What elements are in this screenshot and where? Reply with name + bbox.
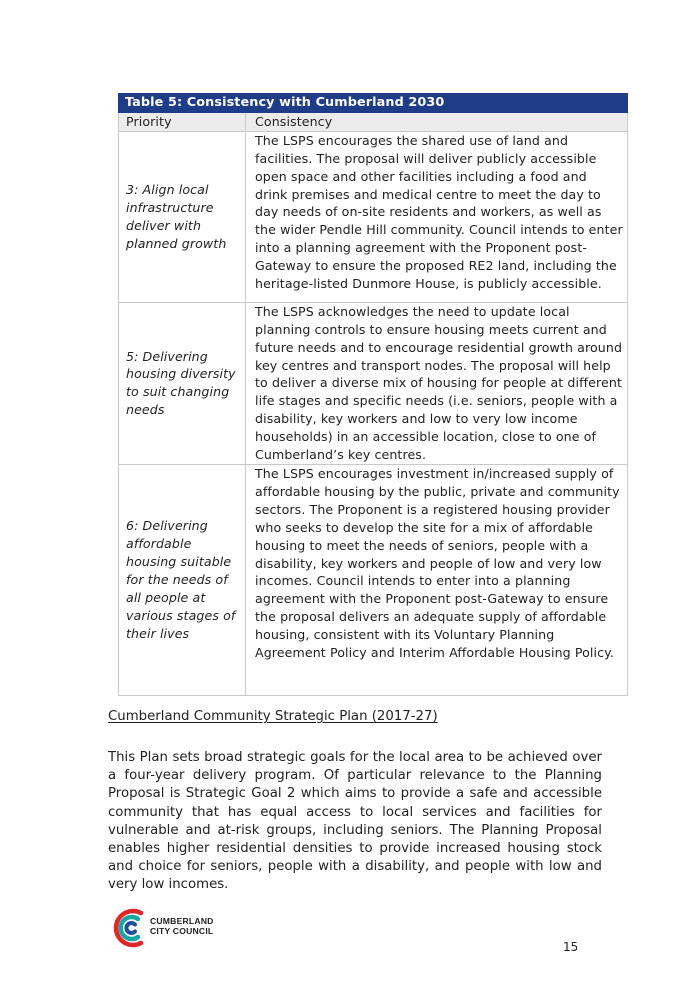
section-heading: Cumberland Community Strategic Plan (2017-27): [108, 709, 438, 724]
consistency-cell: The LSPS encourages investment in/increased supply of affordable housing by the public, private and community sectors. The Proponent is a registered housing provider who seeks to develop the site for a mix of affordable housing to meet the needs of seniors, people with a disability, key workers and people of low and very low incomes. Council intends to enter into a planning agreement with the Proponent post-Gateway to ensure the proposal delivers an adequate supply of affordable housing, consistent with its Voluntary Planning Agreement Policy and Interim Affordable Housing Policy.: [246, 464, 628, 695]
priority-cell: 3: Align local infrastructure deliver with planned growth: [119, 131, 246, 302]
table-title: Table 5: Consistency with Cumberland 2030: [119, 94, 628, 113]
table-row: [119, 302, 628, 464]
consistency-cell: The LSPS acknowledges the need to update local planning controls to ensure housing meets current and future needs and to encourage residential growth around key centres and transport nodes. The proposal will help to deliver a diverse mix of housing for people at different life stages and specific needs (i.e. seniors, people with a disability, key workers and low to very low income households) in an accessible location, close to one of Cumberland’s key centres.: [246, 302, 628, 464]
section-paragraph: This Plan sets broad strategic goals for the local area to be achieved over a four-year delivery program. Of particular relevance to the Planning Proposal is Strategic Goal 2 which aims to provide a safe and accessible community that has equal access to local services and facilities for vulnerable and at-risk groups, including seniors. The Planning Proposal enables higher residential densities to provide increased housing stock and choice for seniors, people with a disability, and people with low and very low incomes.: [108, 750, 602, 893]
table-row: [119, 131, 628, 302]
consistency-table: [118, 93, 628, 696]
table-title-row: [119, 94, 628, 113]
priority-cell: 6: Delivering affordable housing suitable for the needs of all people at various stages of their lives: [119, 464, 246, 695]
council-logo: [108, 904, 228, 954]
column-header-consistency: Consistency: [246, 112, 628, 131]
logo-line-1: CUMBERLAND: [150, 916, 214, 926]
table-header-row: [119, 112, 628, 131]
consistency-cell: The LSPS encourages the shared use of land and facilities. The proposal will deliver publicly accessible open space and other facilities including a food and drink premises and medical centre to meet the day to day needs of on-site residents and workers, as well as the wider Pendle Hill community. Council intends to enter into a planning agreement with the Proponent post-Gateway to ensure the proposed RE2 land, including the heritage-listed Dunmore House, is publicly accessible.: [246, 131, 628, 302]
column-header-priority: Priority: [119, 112, 246, 131]
logo-line-2: CITY COUNCIL: [150, 926, 214, 936]
council-logo-text: [150, 916, 214, 936]
page-number: 15: [563, 940, 579, 954]
council-logo-mark-icon: [108, 904, 150, 952]
priority-cell: 5: Delivering housing diversity to suit changing needs: [119, 302, 246, 464]
table-row: [119, 464, 628, 695]
